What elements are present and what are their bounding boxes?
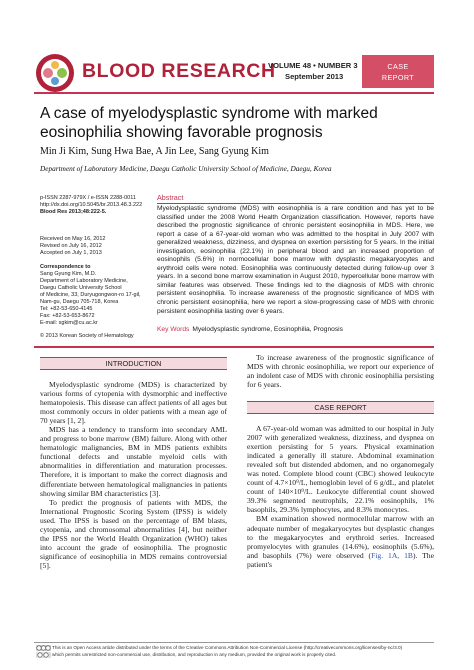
figure-link[interactable]: Fig. 1A, 1B [371, 550, 413, 560]
case-report-heading: CASE REPORT [247, 401, 434, 414]
dates-block [40, 236, 150, 257]
paragraph: To increase awareness of the prognostic significance of MDS with chronic eosinophilia, we report our experience of an indolent case of MDS with chronic eosinophilia persisting for 6 years. [247, 353, 434, 390]
volume-number: VOLUME 48 • NUMBER 3 [268, 61, 358, 70]
article-title: A case of myelodysplastic syndrome with marked eosinophilia showing favorable prognosis [40, 105, 378, 141]
accepted-date: Accepted on July 1, 2013 [40, 250, 102, 256]
badge-line-1: CASE [387, 62, 409, 71]
doi-link[interactable]: http://dx.doi.org/10.5045/br.2013.48.3.222 [40, 202, 143, 208]
keywords-line [157, 326, 434, 333]
issn: p-ISSN 2287-979X / e-ISSN 2288-0011 [40, 195, 136, 201]
correspondence-line: Tel: +82-53-650-4145 [40, 306, 93, 312]
paragraph-text: BM examination showed normocellular marrow with an adequate number of megakaryocytes but dysplastic changes to the megakaryocytes and erythroid series. Increased promyelocytes with granules (14.6%), eosinophils (5.6%), and basophils (7%) were observed ( [247, 514, 434, 560]
issue-date: September 2013 [285, 72, 344, 81]
journal-logo [34, 52, 76, 94]
correspondence-heading: Correspondence to [40, 264, 91, 270]
revised-date: Revised on July 16, 2012 [40, 243, 102, 249]
citation: Blood Res 2013;48:222-5. [40, 209, 107, 215]
email-link[interactable]: E-mail: sgkim@cu.ac.kr [40, 320, 98, 326]
journal-title: BLOOD RESEARCH [82, 60, 276, 82]
correspondence-line: Nam-gu, Daegu 705-718, Korea [40, 299, 119, 305]
paragraph: Myelodysplastic syndrome (MDS) is characterized by various forms of cytopenia with dysmorphic and ineffective hematopoiesis. This disease can affect patients of all ages but most commonly occurs in older patients with a mean age of 70 years [1, 2]. [40, 380, 227, 426]
correspondence-line: Sang Gyung Kim, M.D. [40, 271, 97, 277]
paragraph: A 67-year-old woman was admitted to our hospital in July 2007 with generalized weakness, dizziness, and dyspnea on exertion persisting for 5 years. Physical examination indicated a generally ill stature. Abdominal examination revealed soft but distended abdomen, and no organomegaly was noted. Complete blood count (CBC) showed leukocyte count of 4.7×10⁹/L, hemoglobin level of 6 g/dL, and platelet count of 140×10⁹/L. Leukocyte differential count showed 39.3% segmented neutrophils, 22.1% eosinophils, 1% basophils, 29.3% lymphocytes, and 8.3% monocytes. [247, 424, 434, 515]
header-rule [34, 92, 434, 94]
paragraph: MDS has a tendency to transform into secondary AML and progress to bone marrow (BM) failure. Along with other hematologic malignancies, BM in MDS patients exhibits functional defects and unstable myeloid cells with abnormalities in differentiation and maturation processes. Therefore, it is important to make the correct diagnosis and differentiate between hematological malignancies in patients showing similar BM characteristics [3]. [40, 425, 227, 498]
license-icon [36, 652, 51, 658]
correspondence-block [40, 264, 150, 327]
creative-commons-icon [36, 645, 51, 651]
publication-info [40, 195, 150, 216]
license-line-1: This is an Open Access article distributed under the terms of the Creative Commons Attribution Non-Commercial License (http://creativecommons.org/licenses/by-nc/3.0) [52, 645, 403, 650]
copyright: © 2013 Korean Society of Hematology [40, 333, 134, 339]
badge-line-2: REPORT [381, 73, 415, 82]
correspondence-line: Department of Laboratory Medicine, [40, 278, 128, 284]
paragraph [247, 514, 434, 568]
author-list: Min Ji Kim, Sung Hwa Bae, A Jin Lee, Sang Gyung Kim [40, 146, 269, 157]
received-date: Received on May 16, 2012 [40, 236, 106, 242]
introduction-body [40, 380, 227, 570]
license-line-2: which permits unrestricted non-commercial use, distribution, and reproduction in any medium, provided the original work is properly cited. [52, 652, 337, 657]
correspondence-line: Daegu Catholic University School [40, 285, 122, 291]
correspondence-line: of Medicine, 33, Duryugongwon-ro 17-gil, [40, 292, 141, 298]
keywords-label: Key Words [157, 326, 190, 333]
paragraph: To predict the prognosis of patients with MDS, the International Prognostic Scoring System (IPSS) is widely used. The IPSS is based on the percentage of BM blasts, cytopenia, and chromosomal abnormalities [4], but neither the IPSS nor the World Health Organization (WHO) takes into account the grade of eosinophilia. The prognostic significance of eosinophilia in MDS remains controversial [5]. [40, 497, 227, 570]
abstract-text: Myelodysplastic syndrome (MDS) with eosinophilia is a rare condition and has yet to be classified under the 2008 World Health Organization classification. However, reports have described the prognostic significance of chronic persistent eosinophilia in MDS. Here, we report a case of a 67-year-old woman who was admitted to the hospital in July 2007 with generalized weakness, dizziness, and dyspnea on exertion persisting for 5 years. In the initial investigation, eosinophilia (22.1%) in peripheral blood and an increased proportion of eosinophils (5.6%) in normocellular bone marrow with dysplastic megakaryocytes and erythroid cells were noted. Eosinophilia was continuously detected during follow-up over 3 years. In a second bone marrow examination in August 2010, hypercellular bone marrow with similar features was observed. These findings led to the diagnosis of MDS with chronic persistent eosinophilia. To increase awareness of the prognostic significance of MDS with chronic persistent eosinophilia, here we report a slow-progressing case of MDS with chronic persistent eosinophilia lasting over 6 years. [157, 205, 434, 315]
introduction-continued [247, 353, 434, 389]
affiliation: Department of Laboratory Medicine, Daegu Catholic University School of Medicine, Daegu, Korea [40, 164, 332, 173]
abstract-rule [157, 203, 434, 204]
footer-rule [34, 642, 434, 643]
abstract-heading: Abstract [157, 193, 184, 202]
case-report-badge [362, 55, 434, 88]
correspondence-line: Fax: +82-53-653-8672 [40, 313, 95, 319]
introduction-heading: INTRODUCTION [40, 357, 227, 370]
case-report-body [247, 424, 434, 569]
paragraph-text: ). The patient's [247, 550, 434, 569]
keywords: Myelodysplastic syndrome, Eosinophilia, Prognosis [192, 326, 343, 333]
section-rule [34, 346, 434, 348]
